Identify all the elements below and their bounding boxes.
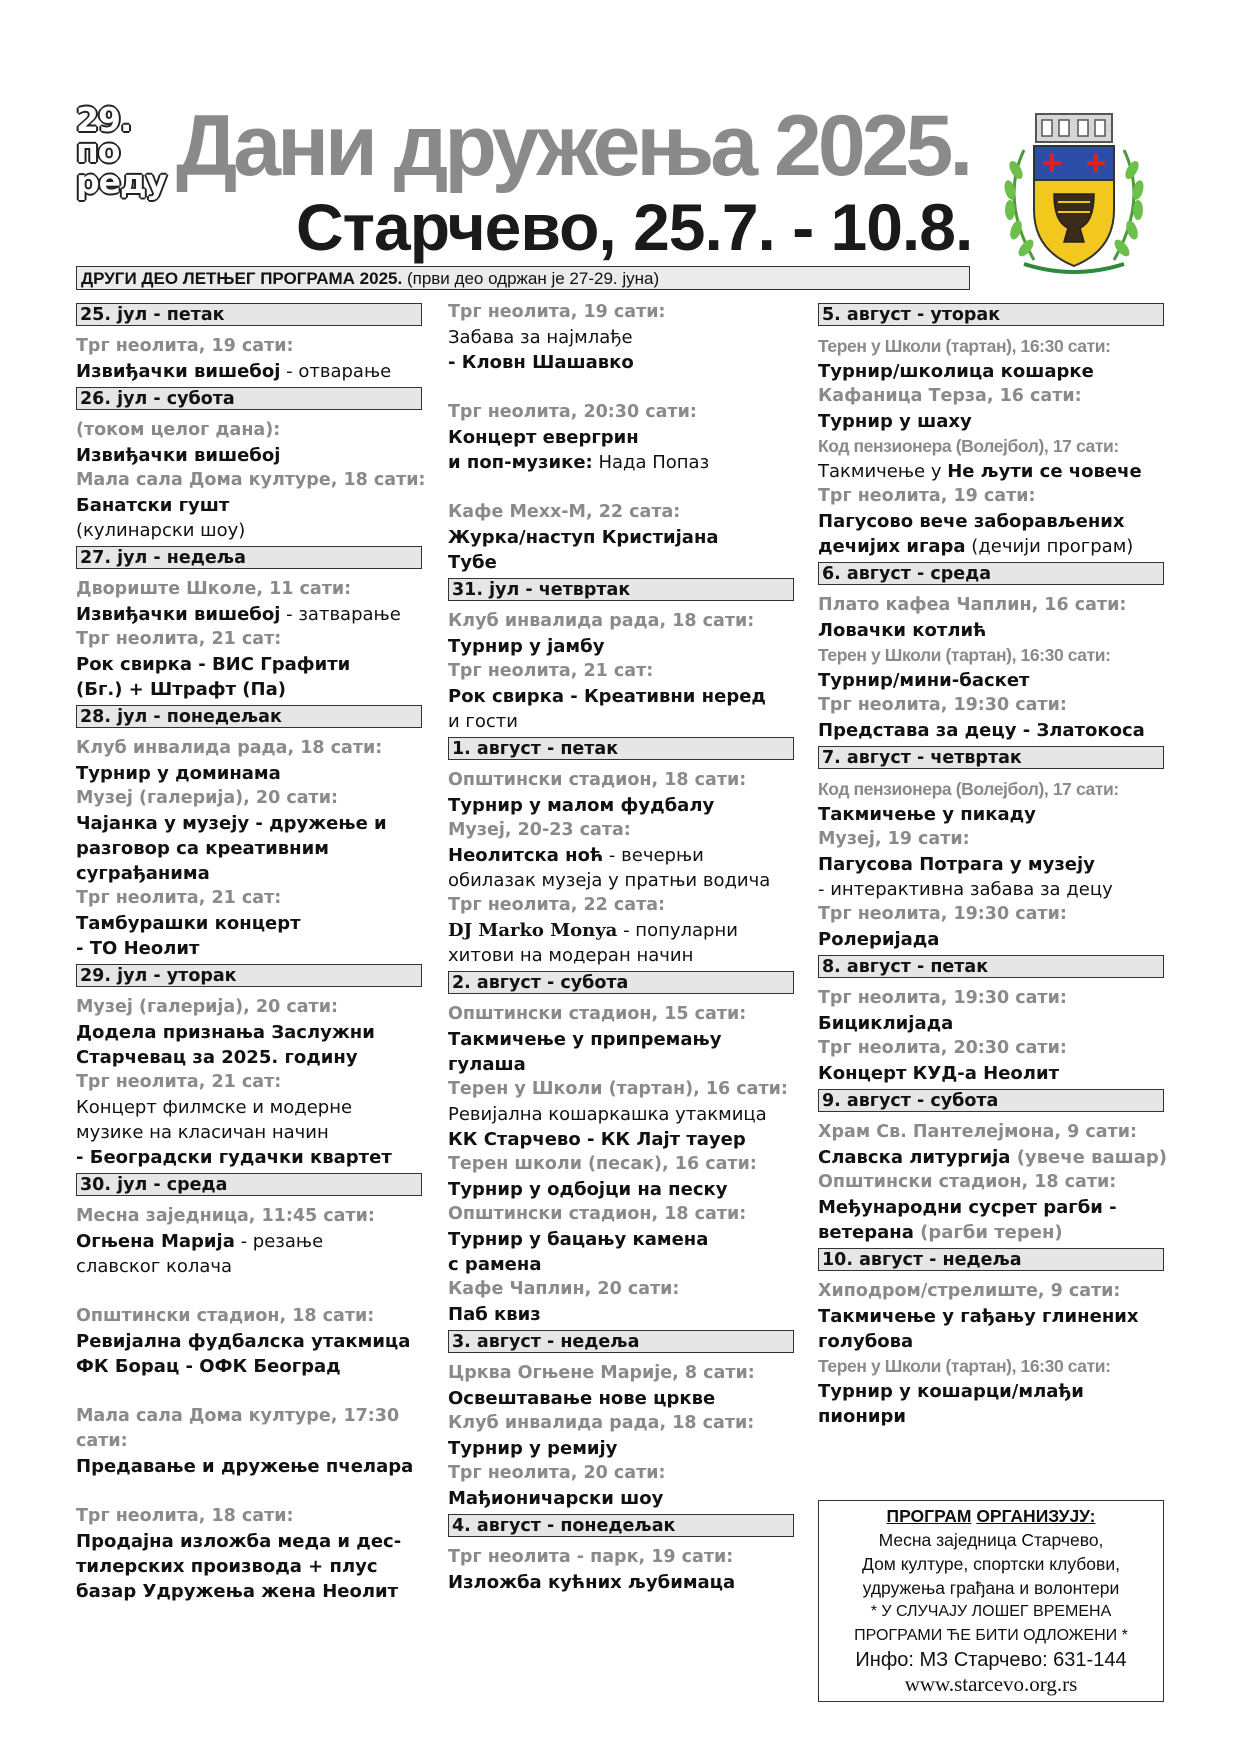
- event-detail: (кулинарски шоу): [76, 520, 246, 541]
- banner-note: (први део одржан је 27-29. јуна): [406, 269, 660, 288]
- event-title: [448, 1302, 796, 1327]
- event-name: Турнир/школица кошарке: [818, 361, 1094, 382]
- event-detail: и гости: [448, 711, 518, 732]
- event-title: [448, 918, 796, 968]
- banner-title: ДРУГИ ДЕО ЛЕТЊЕГ ПРОГРАМА 2025.: [81, 269, 403, 288]
- event-name: Међународни сусрет рагби -: [818, 1197, 1117, 1218]
- event-item: [818, 484, 1170, 559]
- event-name: и поп-музике:: [448, 452, 593, 473]
- edition-line: 29.: [76, 100, 132, 139]
- event-item: [76, 1504, 428, 1604]
- event-detail: Ревијална кошаркашка утакмица: [448, 1104, 767, 1125]
- event-title: [448, 843, 796, 893]
- event-location: Терен школи (песак), 16 сати:: [448, 1154, 757, 1174]
- event-title: [818, 1145, 1170, 1170]
- event-title: [818, 1011, 1170, 1036]
- event-name: ФК Борац - ОФК Београд: [76, 1356, 341, 1377]
- day-header: 8. август - петак: [818, 955, 1164, 978]
- event-location: Црква Огњене Марије, 8 сати:: [448, 1363, 755, 1383]
- event-name: гулаша: [448, 1054, 526, 1075]
- event-location: Трг неолита, 19 сати:: [76, 336, 294, 356]
- day-header: 6. август - среда: [818, 562, 1164, 585]
- event-item: [448, 1411, 796, 1461]
- event-name: Мађионичарски шоу: [448, 1488, 664, 1509]
- event-item: [448, 1202, 796, 1277]
- event-name: Додела признања Заслужни: [76, 1022, 375, 1043]
- page-subtitle: Старчево, 25.7. - 10.8.: [296, 190, 973, 264]
- event-detail: Такмичење у: [818, 461, 948, 482]
- day-header: 1. август - петак: [448, 737, 794, 760]
- event-location: Трг неолита, 20 сати:: [448, 1463, 666, 1483]
- event-title: [448, 793, 796, 818]
- event-name: Журка/наступ Кристијана: [448, 527, 719, 548]
- event-detail: Нада Попаз: [592, 452, 710, 473]
- event-title: [448, 525, 796, 575]
- event-name: - Београдски гудачки квартет: [76, 1147, 392, 1168]
- event-name: Турнир у одбојци на песку: [448, 1179, 728, 1200]
- event-item: [818, 1279, 1170, 1354]
- event-item: [448, 1077, 796, 1152]
- event-item: [818, 384, 1170, 434]
- event-name: Чајанка у музеју - дружење и: [76, 813, 387, 834]
- event-item: [76, 418, 428, 468]
- coat-of-arms-icon: [994, 110, 1154, 280]
- event-name: Рок свирка - ВИС Графити: [76, 654, 351, 675]
- day-header: 7. август - четвртак: [818, 746, 1164, 769]
- event-name: тилерских производа + плус: [76, 1556, 378, 1577]
- event-location: Општински стадион, 18 сати:: [76, 1306, 375, 1326]
- event-detail: музике на класичан начин: [76, 1122, 329, 1143]
- event-location: Кафаница Терза, 16 сати:: [818, 386, 1082, 406]
- event-name: Турнир у бацању камена: [448, 1229, 709, 1250]
- event-location: Општински стадион, 18 сати:: [818, 1172, 1117, 1192]
- event-location: Клуб инвалида рада, 18 сати:: [448, 1413, 755, 1433]
- event-name: Турнир у доминама: [76, 763, 281, 784]
- weather-note: ПРОГРАМИ ЋЕ БИТИ ОДЛОЖЕНИ *: [854, 1627, 1128, 1644]
- event-location: Трг неолита, 19:30 сати:: [818, 904, 1067, 924]
- event-title: [448, 325, 796, 375]
- event-title: [448, 684, 796, 734]
- event-location: Трг неолита, 21 сат:: [76, 888, 282, 908]
- event-detail: обилазак музеја у пратњи водича: [448, 870, 771, 891]
- website-link[interactable]: www.starcevo.org.rs: [904, 1672, 1078, 1696]
- event-name: Старчевац за 2025. годину: [76, 1047, 358, 1068]
- event-name: КК Старчево - КК Лајт тауер: [448, 1129, 746, 1150]
- event-title: [818, 927, 1170, 952]
- event-title: [76, 761, 428, 786]
- event-item: [448, 500, 796, 575]
- event-note: (увече вашар): [1010, 1147, 1167, 1168]
- event-name: Паб квиз: [448, 1304, 541, 1325]
- event-name: Тамбурашки концерт: [76, 913, 301, 934]
- event-location: Трг неолита, 21 сат:: [448, 661, 654, 681]
- event-name: Такмичење у припремању: [448, 1029, 722, 1050]
- event-name: Предавање и дружење пчелара: [76, 1456, 414, 1477]
- event-item: [448, 818, 796, 893]
- event-location: Код пензионера (Волејбол), 17 сати:: [818, 436, 1119, 456]
- event-title: [76, 443, 428, 468]
- event-item: [448, 768, 796, 818]
- event-name: Турнир у шаху: [818, 411, 972, 432]
- event-item: [76, 1404, 428, 1504]
- event-item: [818, 434, 1170, 484]
- organizers-heading-2: ОРГАНИЗУЈУ:: [976, 1506, 1096, 1526]
- event-item: [76, 627, 428, 702]
- event-location: (током целог дана):: [76, 420, 281, 440]
- event-name: суграђанима: [76, 863, 210, 884]
- info-phone: Инфо: МЗ Старчево: 631-144: [855, 1649, 1127, 1671]
- event-location: Мала сала Дома културе, 18 сати:: [76, 470, 426, 490]
- event-name: Продајна изложба меда и дес-: [76, 1531, 402, 1552]
- event-item: [818, 1170, 1170, 1245]
- event-title: [818, 359, 1170, 384]
- event-item: [76, 577, 428, 627]
- organizers-line: Месна заједница Старчево,: [878, 1530, 1104, 1550]
- event-title: [76, 911, 428, 961]
- schedule-column-1: [76, 300, 428, 1604]
- event-item: [818, 1354, 1170, 1429]
- event-item: [448, 1461, 796, 1511]
- event-name: Такмичење у пикаду: [818, 804, 1036, 825]
- event-item: [448, 659, 796, 734]
- day-header: 28. јул - понедељак: [76, 705, 422, 728]
- weather-note: * У СЛУЧАЈУ ЛОШЕГ ВРЕМЕНА: [870, 1603, 1112, 1620]
- event-name: Огњена Марија: [76, 1231, 235, 1252]
- event-item: [818, 693, 1170, 743]
- event-name: - Кловн Шашавко: [448, 352, 634, 373]
- event-location: Клуб инвалида рада, 18 сати:: [76, 738, 383, 758]
- event-item: [818, 593, 1170, 643]
- event-title: [76, 652, 428, 702]
- event-name: Ревијална фудбалска утакмица: [76, 1331, 411, 1352]
- event-location: Терен у Школи (тартан), 16:30 сати:: [818, 336, 1111, 356]
- event-item: [818, 986, 1170, 1036]
- event-item: [818, 902, 1170, 952]
- event-item: [448, 893, 796, 968]
- event-name: (Бг.) + Штрафт (Па): [76, 679, 286, 700]
- event-location: Трг неолита, 20:30 сати:: [448, 402, 697, 422]
- day-header: 29. јул - уторак: [76, 964, 422, 987]
- day-header: 4. август - понедељак: [448, 1514, 794, 1537]
- event-item: [448, 1277, 796, 1327]
- event-detail: - вечерњи: [603, 845, 704, 866]
- day-header: 30. јул - среда: [76, 1173, 422, 1196]
- event-location: Музеј, 19 сати:: [818, 829, 970, 849]
- event-location: Музеј (галерија), 20 сати:: [76, 997, 338, 1017]
- event-location: Трг неолита, 21 сат:: [76, 629, 282, 649]
- event-item: [818, 827, 1170, 902]
- day-header: 26. јул - субота: [76, 387, 422, 410]
- event-location: Трг неолита, 19:30 сати:: [818, 988, 1067, 1008]
- event-location: Трг неолита, 22 сата:: [448, 895, 666, 915]
- event-title: [76, 1229, 428, 1279]
- event-name: Концерт КУД-а Неолит: [818, 1063, 1060, 1084]
- event-title: [448, 1486, 796, 1511]
- event-detail: - интерактивна забава за децу: [818, 879, 1113, 900]
- event-name: базар Удружења жена Неолит: [76, 1581, 399, 1602]
- event-location: Мала сала Дома културе, 17:30 сати:: [76, 1406, 400, 1451]
- event-title: [818, 409, 1170, 434]
- event-item: [76, 786, 428, 886]
- event-name: Извиђачки вишебој: [76, 604, 281, 625]
- event-title: [448, 1570, 796, 1595]
- event-name: разговор са креативним: [76, 838, 329, 859]
- event-title: [448, 1386, 796, 1411]
- event-title: [818, 718, 1170, 743]
- event-location: Трг неолита, 20:30 сати:: [818, 1038, 1067, 1058]
- event-title: [818, 852, 1170, 902]
- edition-number: [76, 100, 176, 201]
- event-title: [76, 493, 428, 543]
- event-name: Рок свирка - Креативни неред: [448, 686, 766, 707]
- event-location: Клуб инвалида рада, 18 сати:: [448, 611, 755, 631]
- event-item: [818, 1036, 1170, 1086]
- spacer: [448, 475, 796, 500]
- day-header: 3. август - недеља: [448, 1330, 794, 1353]
- event-item: [76, 468, 428, 543]
- event-item: [76, 736, 428, 786]
- event-location: Трг неолита, 18 сати:: [76, 1506, 294, 1526]
- event-name: Изложба кућних љубимаца: [448, 1572, 736, 1593]
- event-title: [448, 1177, 796, 1202]
- event-name: Извиђачки вишебој: [76, 445, 281, 466]
- event-name: - ТО Неолит: [76, 938, 200, 959]
- event-location: Плато кафеа Чаплин, 16 сати:: [818, 595, 1127, 615]
- day-header: 31. јул - четвртак: [448, 578, 794, 601]
- event-name: DJ Marko Monya: [448, 920, 618, 941]
- event-title: [818, 1061, 1170, 1086]
- event-note: (рагби терен): [913, 1222, 1063, 1243]
- event-title: [448, 1027, 796, 1077]
- event-item: [76, 334, 428, 384]
- event-title: [76, 602, 428, 627]
- event-location: Трг неолита, 19 сати:: [818, 486, 1036, 506]
- event-title: [818, 509, 1170, 559]
- schedule-column-2: [448, 300, 796, 1595]
- page-title: Дани дружења 2025.: [176, 98, 970, 194]
- event-title: [76, 811, 428, 886]
- event-item: [818, 777, 1170, 827]
- organizers-line: Дом културе, спортски клубови,: [862, 1554, 1120, 1574]
- day-header: 27. јул - недеља: [76, 546, 422, 569]
- schedule-column-3: [818, 300, 1170, 1429]
- event-name: Банатски гушт: [76, 495, 230, 516]
- event-title: [818, 668, 1170, 693]
- event-name: Пагусова Потрага у музеју: [818, 854, 1095, 875]
- event-item: [448, 1002, 796, 1077]
- event-title: [76, 1095, 428, 1170]
- event-detail: - отварање: [280, 361, 392, 382]
- event-title: [76, 359, 428, 384]
- event-title: [448, 425, 796, 475]
- event-title: [818, 1379, 1170, 1429]
- event-detail: Забава за најмлађе: [448, 327, 633, 348]
- event-location: Код пензионера (Волејбол), 17 сати:: [818, 779, 1119, 799]
- program-banner: [76, 266, 970, 290]
- event-item: [818, 334, 1170, 384]
- event-item: [818, 1120, 1170, 1170]
- event-location: Терен у Школи (тартан), 16 сати:: [448, 1079, 788, 1099]
- spacer: [76, 1279, 428, 1304]
- event-item: [76, 886, 428, 961]
- event-location: Трг неолита, 19:30 сати:: [818, 695, 1067, 715]
- event-name: Турнир/мини-баскет: [818, 670, 1030, 691]
- event-detail: - популарни: [617, 920, 738, 941]
- event-item: [448, 1152, 796, 1202]
- event-name: Турнир у кошарци/млађи пионири: [818, 1381, 1084, 1427]
- day-header: 9. август - субота: [818, 1089, 1164, 1112]
- event-name: дечијих игара: [818, 536, 966, 557]
- event-location: Општински стадион, 18 сати:: [448, 770, 747, 790]
- event-location: Двориште Школе, 11 сати:: [76, 579, 352, 599]
- event-title: [818, 802, 1170, 827]
- event-item: [448, 609, 796, 659]
- event-location: Општински стадион, 18 сати:: [448, 1204, 747, 1224]
- day-header: 10. август - недеља: [818, 1248, 1164, 1271]
- event-location: Кафе Чаплин, 20 сати:: [448, 1279, 680, 1299]
- event-name: Турнир у малом фудбалу: [448, 795, 715, 816]
- event-title: [448, 1227, 796, 1277]
- event-item: [448, 1361, 796, 1411]
- event-name: Турнир у ремију: [448, 1438, 618, 1459]
- event-name: Не љути се човече: [947, 461, 1142, 482]
- event-detail: - резање: [234, 1231, 324, 1252]
- event-title: [448, 1102, 796, 1152]
- day-header: 25. јул - петак: [76, 303, 422, 326]
- event-detail: Концерт филмске и модерне: [76, 1097, 353, 1118]
- event-location: Терен у Школи (тартан), 16:30 сати:: [818, 1356, 1111, 1376]
- event-location: Кафе Мехх-М, 22 сата:: [448, 502, 681, 522]
- organizers-line: удружења грађана и волонтери: [862, 1578, 1120, 1598]
- event-item: [76, 995, 428, 1070]
- spacer: [76, 1479, 428, 1504]
- edition-line: по: [76, 131, 120, 170]
- event-item: [818, 643, 1170, 693]
- event-name: Извиђачки вишебој: [76, 361, 281, 382]
- event-title: [818, 1195, 1170, 1245]
- day-header: 5. август - уторак: [818, 303, 1164, 326]
- edition-line: реду: [76, 162, 167, 201]
- event-location: Општински стадион, 15 сати:: [448, 1004, 747, 1024]
- event-name: Представа за децу - Златокоса: [818, 720, 1145, 741]
- event-name: Тубе: [448, 552, 497, 573]
- event-item: [76, 1204, 428, 1304]
- event-name: Бициклијада: [818, 1013, 954, 1034]
- event-location: Трг неолита, 19 сати:: [448, 302, 666, 322]
- event-name: Ролеријада: [818, 929, 940, 950]
- event-title: [76, 1329, 428, 1379]
- event-detail: славског колача: [76, 1256, 233, 1277]
- spacer: [76, 1379, 428, 1404]
- event-name: Ловачки котлић: [818, 620, 987, 641]
- event-name: Неолитска ноћ: [448, 845, 604, 866]
- event-item: [448, 1545, 796, 1595]
- event-item: [448, 400, 796, 500]
- event-location: Музеј, 20-23 сата:: [448, 820, 631, 840]
- event-location: Месна заједница, 11:45 сати:: [76, 1206, 375, 1226]
- event-title: [448, 1436, 796, 1461]
- event-detail: хитови на модеран начин: [448, 945, 694, 966]
- event-name: голубова: [818, 1331, 914, 1352]
- event-name: Освештавање нове цркве: [448, 1388, 716, 1409]
- event-title: [76, 1454, 428, 1479]
- organizers-heading-1: ПРОГРАМ: [886, 1506, 972, 1526]
- event-title: [76, 1020, 428, 1070]
- event-name: с рамена: [448, 1254, 542, 1275]
- event-item: [448, 300, 796, 400]
- event-title: [818, 459, 1170, 484]
- event-name: ветерана: [818, 1222, 914, 1243]
- day-header: 2. август - субота: [448, 971, 794, 994]
- event-detail: (дечији програм): [965, 536, 1134, 557]
- event-title: [448, 634, 796, 659]
- event-location: Музеј (галерија), 20 сати:: [76, 788, 338, 808]
- event-location: Трг неолита - парк, 19 сати:: [448, 1547, 734, 1567]
- event-location: Храм Св. Пантелејмона, 9 сати:: [818, 1122, 1137, 1142]
- organizers-box: [818, 1500, 1164, 1702]
- event-name: Турнир у јамбу: [448, 636, 605, 657]
- event-title: [76, 1529, 428, 1604]
- event-title: [818, 618, 1170, 643]
- event-item: [76, 1304, 428, 1404]
- event-name: Пагусово вече заборављених: [818, 511, 1125, 532]
- event-name: Славска литургија: [818, 1147, 1011, 1168]
- event-location: Хиподром/стрелиште, 9 сати:: [818, 1281, 1121, 1301]
- event-location: Терен у Школи (тартан), 16:30 сати:: [818, 645, 1111, 665]
- event-item: [76, 1070, 428, 1170]
- event-title: [818, 1304, 1170, 1354]
- spacer: [448, 375, 796, 400]
- event-name: Такмичење у гађању глинених: [818, 1306, 1139, 1327]
- event-location: Трг неолита, 21 сат:: [76, 1072, 282, 1092]
- event-detail: - затварање: [280, 604, 401, 625]
- organizers-heading: [819, 1504, 1163, 1528]
- event-name: Концерт евергрин: [448, 427, 639, 448]
